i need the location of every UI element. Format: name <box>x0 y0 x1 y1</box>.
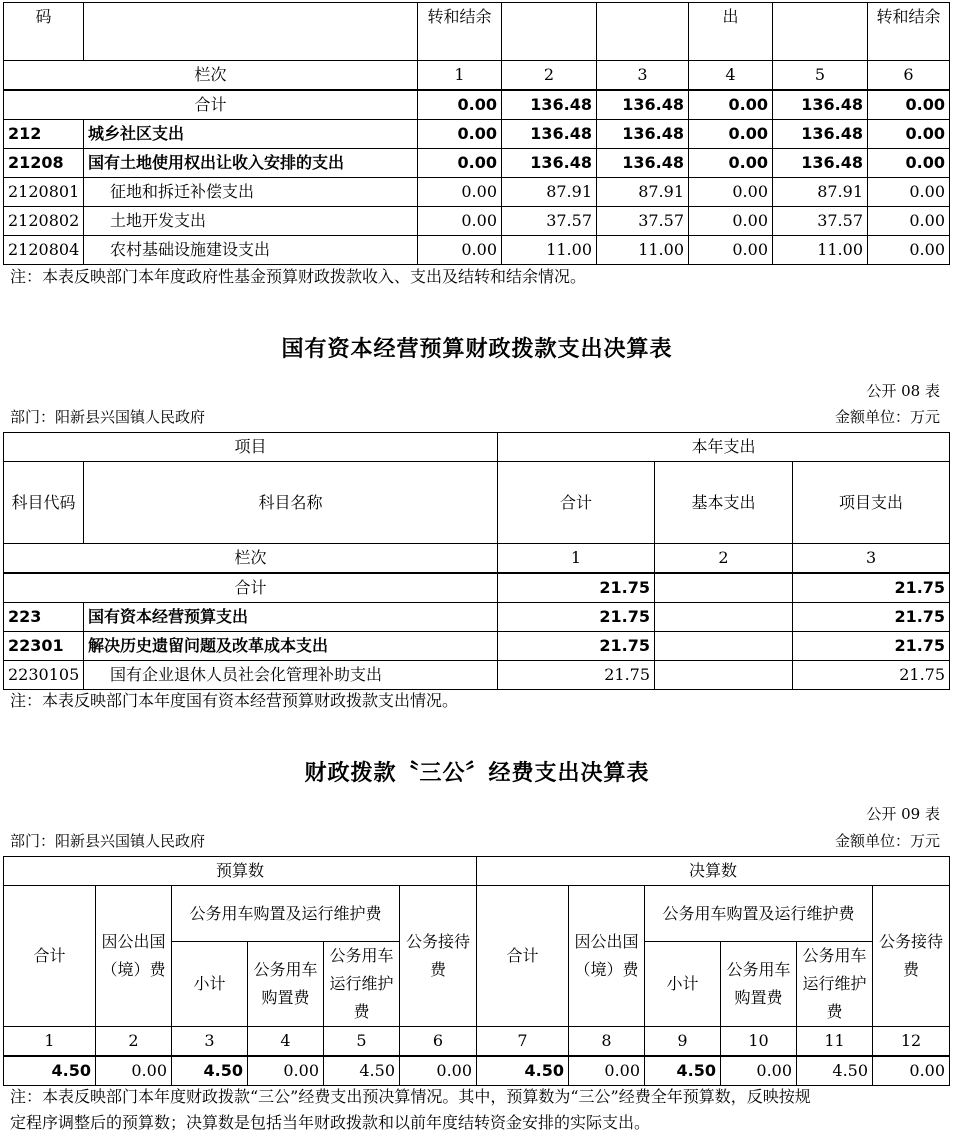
cell: 21.75 <box>793 632 950 661</box>
cell: 136.48 <box>773 120 868 149</box>
header-reception: 公务接待费 <box>400 886 477 1027</box>
cell: 0.00 <box>248 1056 324 1086</box>
table-row <box>4 90 950 120</box>
cell: 136.48 <box>597 90 689 120</box>
cell: 0.00 <box>689 236 773 265</box>
row-name: 解决历史遗留问题及改革成本支出 <box>84 632 498 661</box>
colnum-label: 栏次 <box>4 61 418 91</box>
cell: 4.50 <box>477 1056 569 1086</box>
colnum: 10 <box>721 1027 797 1057</box>
row-name: 国有土地使用权出让收入安排的支出 <box>84 149 418 178</box>
cell: 21.75 <box>793 661 950 690</box>
table-row <box>4 573 950 603</box>
cell: 4.50 <box>324 1056 400 1086</box>
row-code: 223 <box>4 603 84 632</box>
header-code-tail: 码 <box>4 3 84 61</box>
cell: 0.00 <box>689 178 773 207</box>
row-name: 征地和拆迁补偿支出 <box>84 178 418 207</box>
table9-dept: 部门：阳新县兴国镇人民政府 <box>10 832 206 850</box>
colnum: 1 <box>418 61 502 91</box>
row-name: 合计 <box>4 573 498 603</box>
three-public-table <box>3 856 950 1086</box>
header-project: 项目支出 <box>793 462 950 544</box>
colnum: 3 <box>597 61 689 91</box>
cell: 4.50 <box>4 1056 96 1086</box>
header-name: 科目名称 <box>84 462 498 544</box>
row-code: 2120801 <box>4 178 84 207</box>
colnum: 5 <box>773 61 868 91</box>
cell: 0.00 <box>868 120 950 149</box>
row-name: 农村基础设施建设支出 <box>84 236 418 265</box>
cell: 136.48 <box>597 149 689 178</box>
cell: 21.75 <box>793 603 950 632</box>
cell: 87.91 <box>502 178 597 207</box>
cell: 37.57 <box>773 207 868 236</box>
table-row <box>4 236 950 265</box>
row-code: 2230105 <box>4 661 84 690</box>
cell: 21.75 <box>498 603 655 632</box>
colnum: 5 <box>324 1027 400 1057</box>
colnum: 1 <box>4 1027 96 1057</box>
cell: 21.75 <box>498 632 655 661</box>
cell: 136.48 <box>773 90 868 120</box>
header-total: 合计 <box>4 886 96 1027</box>
table9-unit: 金额单位：万元 <box>834 832 940 850</box>
cell: 21.75 <box>498 661 655 690</box>
header-item: 项目 <box>4 433 498 462</box>
table8-note: 注：本表反映部门本年度国有资本经营预算财政拨款支出情况。 <box>10 691 459 710</box>
row-code: 2120804 <box>4 236 84 265</box>
colnum: 4 <box>248 1027 324 1057</box>
row-code: 212 <box>4 120 84 149</box>
cell: 0.00 <box>689 120 773 149</box>
header-code: 科目代码 <box>4 462 84 544</box>
row-code: 22301 <box>4 632 84 661</box>
colnum: 3 <box>172 1027 248 1057</box>
cell: 136.48 <box>597 120 689 149</box>
row-name: 国有资本经营预算支出 <box>84 603 498 632</box>
cell: 11.00 <box>597 236 689 265</box>
table-row <box>4 632 950 661</box>
table-row <box>4 120 950 149</box>
cell: 0.00 <box>873 1056 950 1086</box>
header-reception: 公务接待费 <box>873 886 950 1027</box>
table-row <box>4 178 950 207</box>
header-carryover-end: 转和结余 <box>868 3 950 61</box>
header-car-buy: 公务用车购置费 <box>721 942 797 1027</box>
header-carryover: 转和结余 <box>418 3 502 61</box>
cell: 0.00 <box>868 236 950 265</box>
colnum: 11 <box>797 1027 873 1057</box>
cell: 0.00 <box>418 149 502 178</box>
cell: 4.50 <box>172 1056 248 1086</box>
cell: 0.00 <box>418 236 502 265</box>
header-expense: 出 <box>689 3 773 61</box>
cell: 136.48 <box>502 90 597 120</box>
cell: 0.00 <box>96 1056 172 1086</box>
colnum: 2 <box>502 61 597 91</box>
header-total: 合计 <box>498 462 655 544</box>
cell: 4.50 <box>797 1056 873 1086</box>
table9-note-line2: 定程序调整后的预算数；决算数是包括当年财政拨款和以前年度结转资金安排的实际支出。 <box>10 1113 651 1132</box>
table8-dept: 部门：阳新县兴国镇人民政府 <box>10 408 206 426</box>
colnum: 4 <box>689 61 773 91</box>
fund-budget-table <box>3 2 950 265</box>
cell <box>655 603 793 632</box>
cell: 0.00 <box>868 149 950 178</box>
cell: 0.00 <box>689 149 773 178</box>
colnum: 6 <box>868 61 950 91</box>
row-name: 土地开发支出 <box>84 207 418 236</box>
table-row <box>4 207 950 236</box>
row-name: 城乡社区支出 <box>84 120 418 149</box>
cell: 0.00 <box>418 178 502 207</box>
cell <box>655 573 793 603</box>
row-code: 2120802 <box>4 207 84 236</box>
colnum: 8 <box>569 1027 645 1057</box>
header-car-run: 公务用车运行维护费 <box>797 942 873 1027</box>
cell: 0.00 <box>400 1056 477 1086</box>
cell: 0.00 <box>569 1056 645 1086</box>
row-code: 21208 <box>4 149 84 178</box>
cell: 0.00 <box>689 207 773 236</box>
cell: 37.57 <box>502 207 597 236</box>
cell: 21.75 <box>793 573 950 603</box>
row-name: 合计 <box>4 90 418 120</box>
table8-form-no: 公开 08 表 <box>866 382 940 400</box>
table-row <box>4 661 950 690</box>
cell: 0.00 <box>868 90 950 120</box>
colnum: 12 <box>873 1027 950 1057</box>
cell: 87.91 <box>597 178 689 207</box>
header-year: 本年支出 <box>498 433 950 462</box>
header-car: 公务用车购置及运行维护费 <box>172 886 400 942</box>
cell: 11.00 <box>502 236 597 265</box>
cell: 0.00 <box>868 178 950 207</box>
table7-note: 注：本表反映部门本年度政府性基金预算财政拨款收入、支出及结转和结余情况。 <box>10 267 587 286</box>
colnum: 9 <box>645 1027 721 1057</box>
header-subtotal: 小计 <box>172 942 248 1027</box>
cell: 136.48 <box>502 149 597 178</box>
table8-title: 国有资本经营预算财政拨款支出决算表 <box>281 337 673 362</box>
cell: 0.00 <box>418 207 502 236</box>
colnum: 1 <box>498 544 655 574</box>
colnum-label: 栏次 <box>4 544 498 574</box>
state-capital-table <box>3 432 950 690</box>
table-row <box>4 603 950 632</box>
table9-title: 财政拨款〝三公〞经费支出决算表 <box>304 761 650 786</box>
header-budget: 预算数 <box>4 857 477 886</box>
colnum: 6 <box>400 1027 477 1057</box>
header-basic: 基本支出 <box>655 462 793 544</box>
cell: 0.00 <box>418 90 502 120</box>
colnum: 7 <box>477 1027 569 1057</box>
header-car: 公务用车购置及运行维护费 <box>645 886 873 942</box>
cell: 21.75 <box>498 573 655 603</box>
cell: 136.48 <box>773 149 868 178</box>
table9-form-no: 公开 09 表 <box>866 805 940 823</box>
header-abroad: 因公出国（境）费 <box>96 886 172 1027</box>
cell: 4.50 <box>645 1056 721 1086</box>
table-row <box>4 149 950 178</box>
header-car-run: 公务用车运行维护费 <box>324 942 400 1027</box>
cell: 0.00 <box>689 90 773 120</box>
cell: 0.00 <box>721 1056 797 1086</box>
header-subtotal: 小计 <box>645 942 721 1027</box>
cell: 11.00 <box>773 236 868 265</box>
cell: 0.00 <box>868 207 950 236</box>
header-total: 合计 <box>477 886 569 1027</box>
colnum: 2 <box>655 544 793 574</box>
cell: 37.57 <box>597 207 689 236</box>
row-name: 国有企业退休人员社会化管理补助支出 <box>84 661 498 690</box>
cell <box>655 632 793 661</box>
table-row <box>4 1056 950 1086</box>
table8-unit: 金额单位：万元 <box>834 408 940 426</box>
colnum: 3 <box>793 544 950 574</box>
cell: 136.48 <box>502 120 597 149</box>
header-car-buy: 公务用车购置费 <box>248 942 324 1027</box>
header-final: 决算数 <box>477 857 950 886</box>
colnum: 2 <box>96 1027 172 1057</box>
cell: 0.00 <box>418 120 502 149</box>
cell: 87.91 <box>773 178 868 207</box>
header-abroad: 因公出国（境）费 <box>569 886 645 1027</box>
cell <box>655 661 793 690</box>
table9-note-line1: 注：本表反映部门本年度财政拨款“三公”经费支出预决算情况。其中，预算数为“三公”经费全年预算数，反映按规 <box>10 1087 811 1106</box>
